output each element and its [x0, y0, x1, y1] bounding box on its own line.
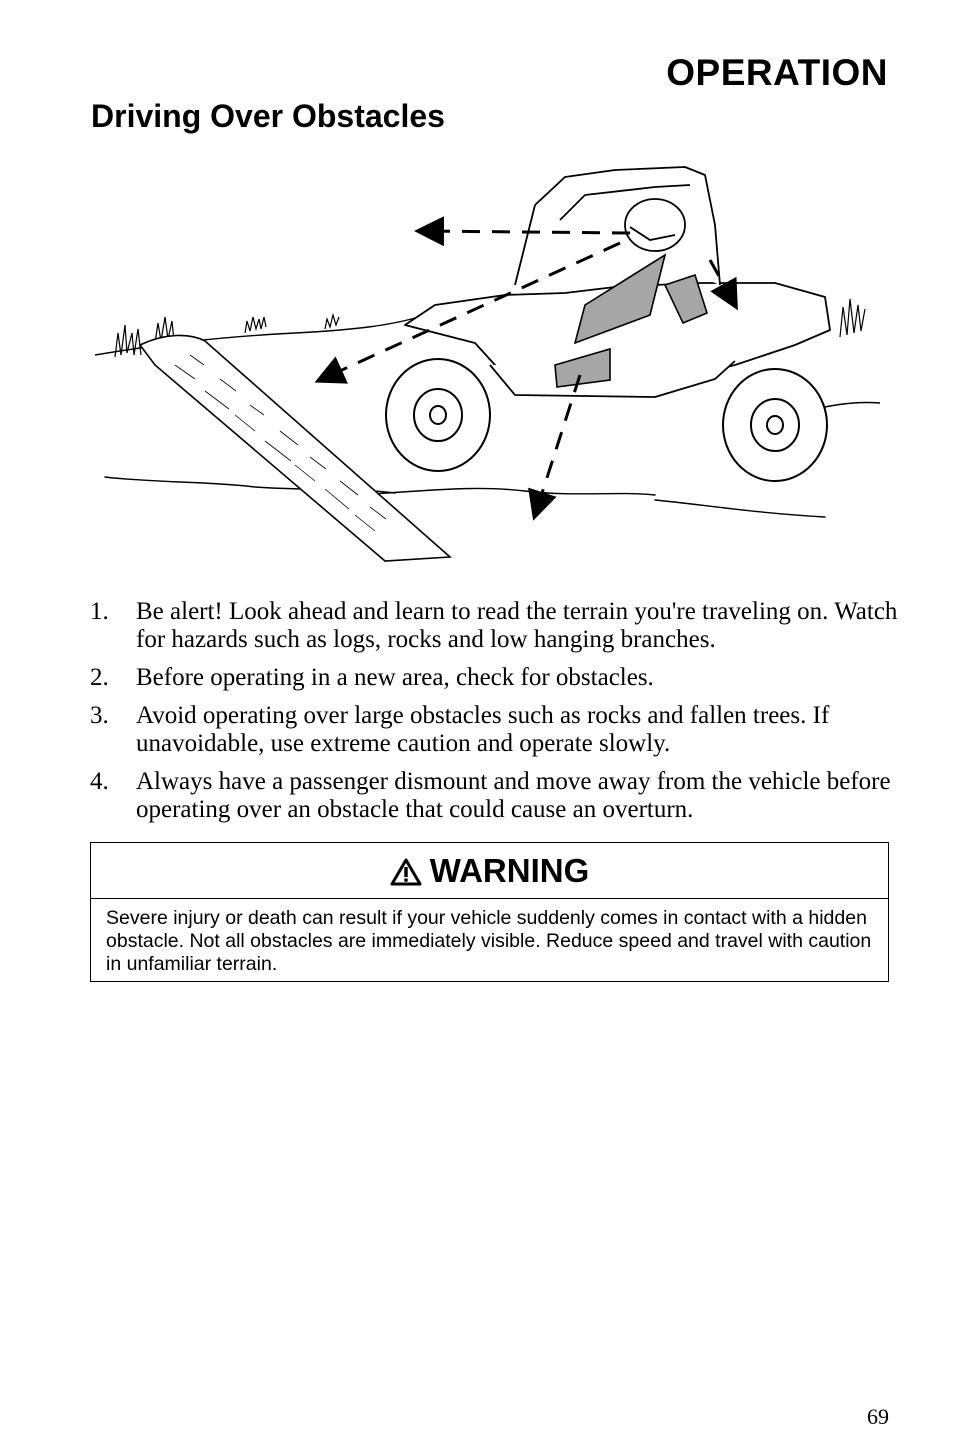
- list-item: [90, 768, 900, 824]
- warning-triangle-icon: [390, 858, 422, 886]
- page-title: Driving Over Obstacles: [91, 98, 445, 134]
- list-item: [90, 664, 900, 692]
- list-item: [90, 598, 900, 654]
- warning-title: WARNING: [429, 851, 590, 889]
- list-item: [90, 702, 900, 758]
- warning-box: [90, 842, 889, 982]
- side-by-side-vehicle-over-log-illustration: [95, 165, 880, 565]
- step-text: Be alert! Look ahead and learn to read the terrain you're traveling on. Watch for hazards such as logs, rocks and low hanging branches.: [136, 598, 898, 653]
- section-header: OPERATION: [666, 52, 888, 93]
- step-text: Avoid operating over large obstacles such as rocks and fallen trees. If unavoidable, use extreme caution and operate slowly.: [136, 702, 830, 757]
- step-list: [90, 598, 900, 834]
- step-number: 1.: [90, 598, 109, 625]
- step-text: Always have a passenger dismount and move away from the vehicle before operating over an obstacle that could cause an overturn.: [136, 768, 891, 823]
- step-text: Before operating in a new area, check for obstacles.: [136, 664, 654, 691]
- step-number: 3.: [90, 702, 109, 729]
- warning-header: [91, 843, 888, 899]
- page-number: 69: [867, 1404, 889, 1429]
- step-number: 2.: [90, 664, 109, 691]
- step-number: 4.: [90, 768, 109, 795]
- warning-text: Severe injury or death can result if your vehicle suddenly comes in contact with a hidden obstacle. Not all obstacles are immediately visible. Reduce speed and travel with caution in unfamiliar terrain.: [106, 907, 872, 975]
